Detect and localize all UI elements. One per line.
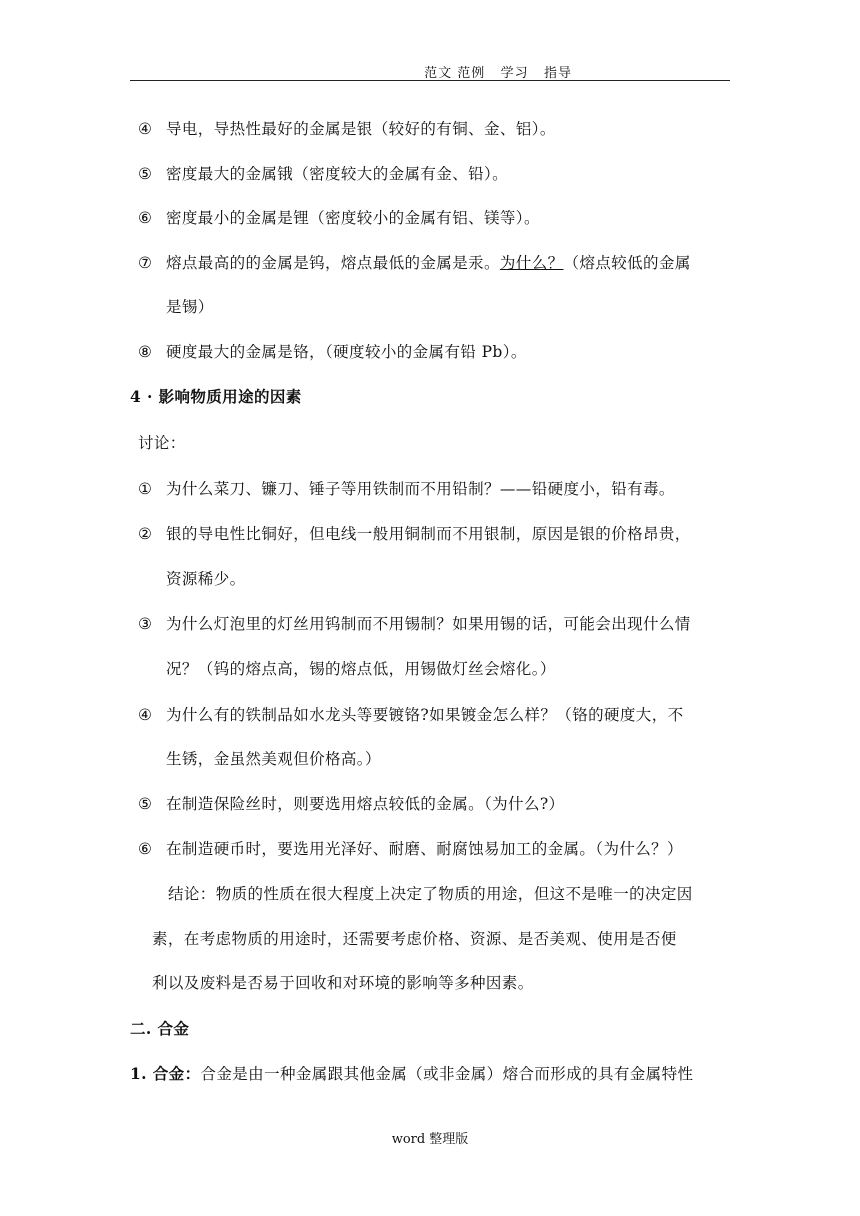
section-heading: 二. 合金: [130, 1019, 190, 1038]
item-number: ⑤: [138, 165, 153, 183]
item-number: ②: [138, 525, 153, 543]
item-number: ①: [138, 480, 153, 498]
item-text: 在制造硬币时，要选用光泽好、耐磨、耐腐蚀易加工的金属。（为什么？）: [166, 840, 683, 858]
item-number: ④: [138, 706, 153, 724]
underlined-question: 为什么？: [499, 254, 564, 272]
header-text: 范文 范例 学习 指导: [424, 66, 572, 81]
item-number: ⑦: [138, 254, 153, 272]
property-item: [138, 251, 691, 273]
page-header: [130, 58, 730, 81]
alloy-label: 1. 合金：: [130, 1064, 201, 1083]
item-continuation: 生锈，金虽然美观但价格高。）: [166, 750, 381, 768]
item-text: 导电，导热性最好的金属是银（较好的有铜、金、铝）。: [166, 120, 556, 138]
item-number: ⑤: [138, 795, 153, 813]
item-number: ④: [138, 120, 153, 138]
alloy-definition: [130, 1062, 693, 1084]
property-item: [138, 117, 556, 139]
item-text: 在制造保险丝时，则要选用熔点较低的金属。（为什么?）: [166, 795, 565, 813]
item-text: 熔点最高的的金属是钨，熔点最低的金属是汞。: [166, 254, 500, 272]
item-text: 硬度最大的金属是铬，（硬度较小的金属有铅 Pb）。: [166, 343, 527, 361]
item-number: ⑧: [138, 343, 153, 361]
item-text: 为什么菜刀、镰刀、锤子等用铁制而不用铅制？——铅硬度小，铅有毒。: [166, 480, 675, 498]
section-heading: 4 · 影响物质用途的因素: [130, 387, 302, 406]
item-number: ⑥: [138, 840, 153, 858]
item-number: ③: [138, 615, 153, 633]
conclusion-line: 结论：物质的性质在很大程度上决定了物质的用途，但这不是唯一的决定因: [168, 885, 693, 903]
item-continuation: 是锡）: [166, 298, 214, 316]
property-item: [138, 162, 508, 184]
property-item: [138, 206, 540, 228]
item-continuation: 况？（钨的熔点高，锡的熔点低，用锡做灯丝会熔化。）: [166, 660, 556, 678]
discussion-label: 讨论：: [138, 434, 186, 452]
alloy-text: 合金是由一种金属跟其他金属（或非金属）熔合而形成的具有金属特性: [200, 1065, 694, 1083]
conclusion-line: 素，在考虑物质的用途时，还需要考虑价格、资源、是否美观、使用是否便: [152, 930, 677, 948]
item-text: 为什么灯泡里的灯丝用钨制而不用锡制？如果用锡的话，可能会出现什么情: [166, 615, 691, 633]
discussion-item: [138, 522, 691, 544]
discussion-item: [138, 477, 675, 499]
conclusion-line: 利以及废料是否易于回收和对环境的影响等多种因素。: [152, 974, 534, 992]
item-text: 为什么有的铁制品如水龙头等要镀铬?如果镀金怎么样？（铬的硬度大，不: [166, 706, 684, 724]
discussion-item: [138, 837, 683, 859]
item-text: 密度最小的金属是锂（密度较小的金属有铝、镁等）。: [166, 209, 540, 227]
item-continuation: 资源稀少。: [166, 570, 246, 588]
item-number: ⑥: [138, 209, 153, 227]
discussion-item: [138, 703, 684, 725]
discussion-item: [138, 612, 691, 634]
item-text: （熔点较低的金属: [563, 254, 691, 272]
page-footer: word 整理版: [391, 1132, 469, 1147]
discussion-item: [138, 792, 564, 814]
item-text: 银的导电性比铜好，但电线一般用铜制而不用银制，原因是银的价格昂贵，: [166, 525, 691, 543]
property-item: [138, 340, 527, 362]
item-text: 密度最大的金属锇（密度较大的金属有金、铅）。: [166, 165, 509, 183]
